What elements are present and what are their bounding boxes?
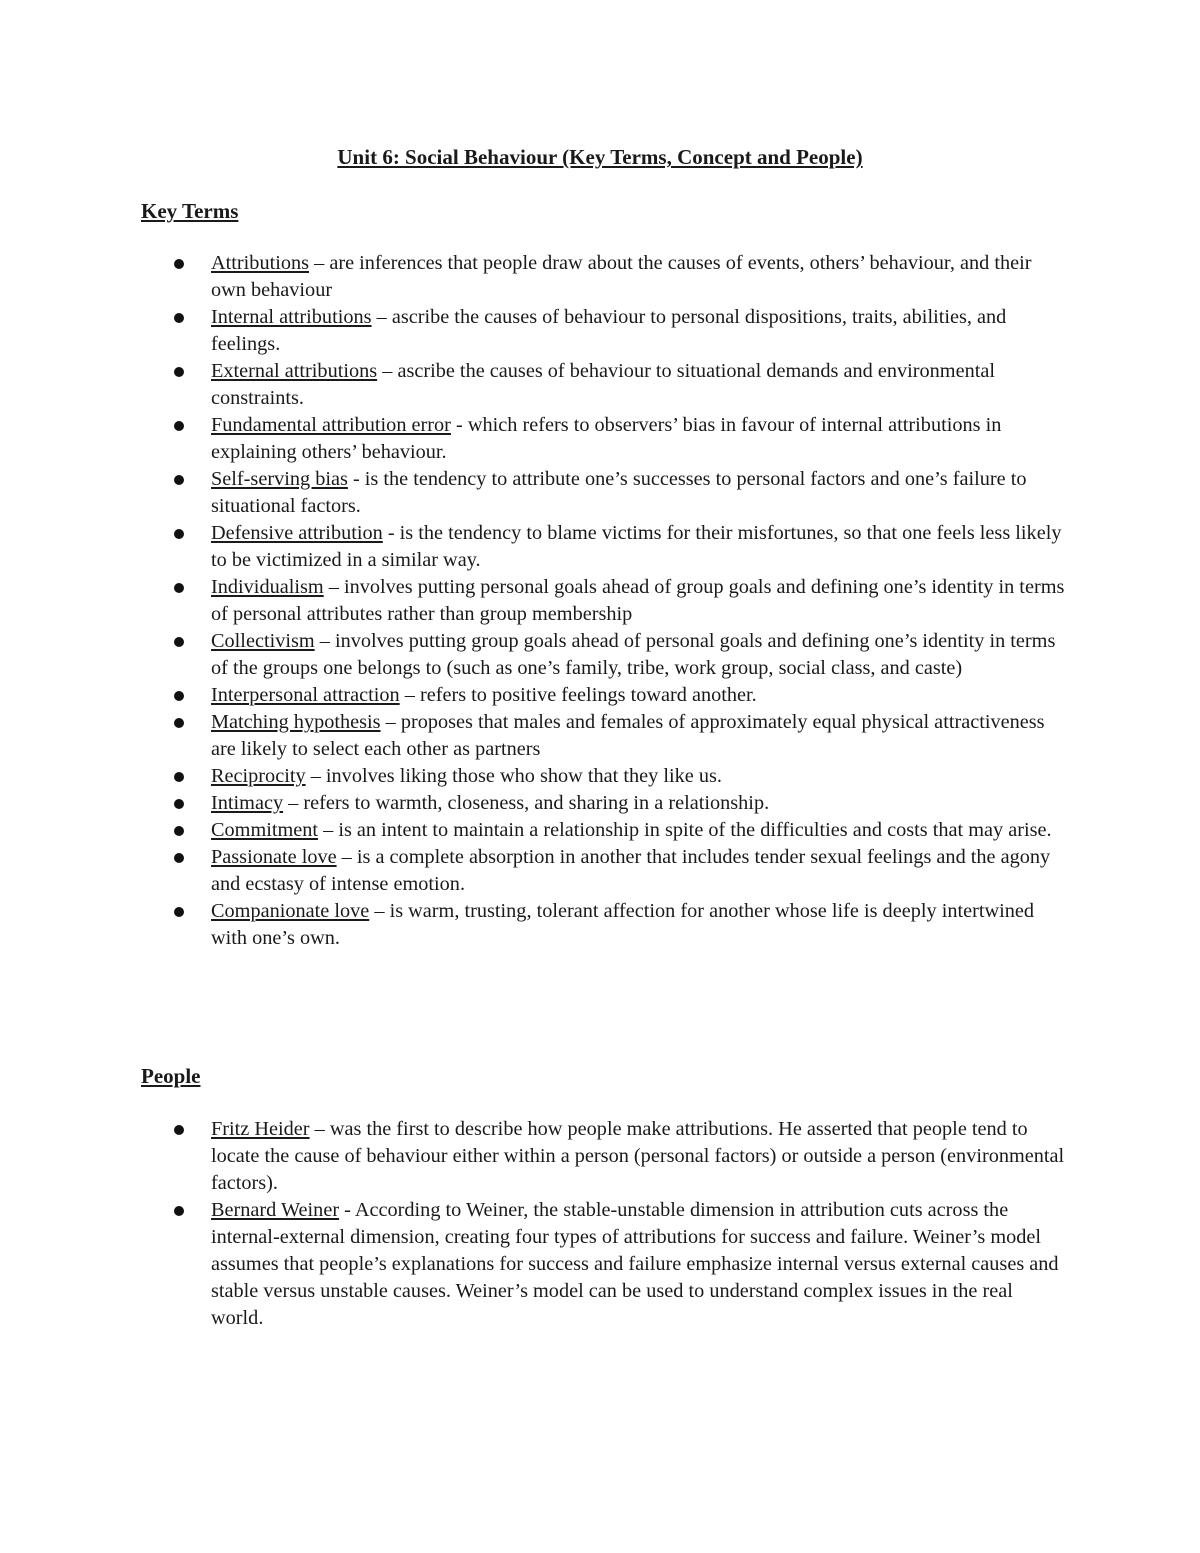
term-definition: – refers to warmth, closeness, and sharing in a relationship. (283, 792, 770, 814)
list-item (141, 574, 1066, 628)
bullet-icon (174, 772, 184, 782)
list-item (141, 412, 1066, 466)
bullet-icon (174, 718, 184, 728)
term-definition: – refers to positive feelings toward another. (399, 684, 757, 706)
bullet-icon (174, 637, 184, 647)
term-name: External attributions (211, 360, 378, 382)
term-name: Defensive attribution (211, 522, 383, 544)
term-definition: - is the tendency to blame victims for their misfortunes, so that one feels less likely to be victimized in a similar way. (211, 522, 1062, 571)
list-item (141, 628, 1066, 682)
bullet-icon (174, 907, 184, 917)
term-definition: - which refers to observers’ bias in favour of internal attributions in explaining others’ behaviour. (211, 414, 1002, 463)
list-item (141, 358, 1066, 412)
bullet-icon (174, 826, 184, 836)
term-name: Reciprocity (211, 765, 306, 787)
term-name: Fundamental attribution error (211, 414, 451, 436)
term-definition: – is warm, trusting, tolerant affection for another whose life is deeply intertwined with one’s own. (211, 900, 1035, 949)
bullet-icon (174, 529, 184, 539)
list-item (141, 1116, 1066, 1197)
bullet-icon (174, 259, 184, 269)
person-name: Fritz Heider (211, 1118, 310, 1140)
person-description: - According to Weiner, the stable-unstable dimension in attribution cuts across the internal-external dimension, creating four types of attributions for success and failure. Weiner’s model assumes that people’s explanations for success and failure emphasize internal versus external causes and stable versus unstable causes. Weiner’s model can be used to understand complex issues in the real world. (211, 1199, 1059, 1329)
list-item (141, 304, 1066, 358)
list-item (141, 250, 1066, 304)
term-definition: – is an intent to maintain a relationship in spite of the difficulties and costs that may arise. (318, 819, 1052, 841)
bullet-icon (174, 799, 184, 809)
document-title: Unit 6: Social Behaviour (Key Terms, Concept and People) (337, 145, 863, 169)
term-definition: – ascribe the causes of behaviour to personal dispositions, traits, abilities, and feelings. (211, 306, 1007, 355)
term-name: Matching hypothesis (211, 711, 381, 733)
bullet-icon (174, 367, 184, 377)
term-name: Passionate love (211, 846, 337, 868)
people-heading: People (141, 1064, 201, 1088)
term-name: Individualism (211, 576, 324, 598)
term-definition: – proposes that males and females of approximately equal physical attractiveness are likely to select each other as partners (211, 711, 1045, 760)
bullet-icon (174, 583, 184, 593)
key-terms-list (141, 250, 1066, 952)
list-item (141, 709, 1066, 763)
list-item (141, 763, 1066, 790)
person-description: – was the first to describe how people make attributions. He asserted that people tend to locate the cause of behaviour either within a person (personal factors) or outside a person (environmental factors). (211, 1118, 1065, 1194)
term-definition: – involves putting group goals ahead of personal goals and defining one’s identity in terms of the groups one belongs to (such as one’s family, tribe, work group, social class, and caste) (211, 630, 1056, 679)
list-item (141, 1197, 1066, 1332)
term-definition: – involves putting personal goals ahead of group goals and defining one’s identity in terms of personal attributes rather than group membership (211, 576, 1065, 625)
person-name: Bernard Weiner (211, 1199, 340, 1221)
bullet-icon (174, 853, 184, 863)
bullet-icon (174, 475, 184, 485)
bullet-icon (174, 421, 184, 431)
term-definition: – ascribe the causes of behaviour to situational demands and environmental constraints. (211, 360, 995, 409)
list-item (141, 466, 1066, 520)
list-item (141, 817, 1066, 844)
term-definition: - is the tendency to attribute one’s successes to personal factors and one’s failure to situational factors. (211, 468, 1027, 517)
list-item (141, 682, 1066, 709)
list-item (141, 898, 1066, 952)
bullet-icon (174, 313, 184, 323)
list-item (141, 844, 1066, 898)
bullet-icon (174, 1125, 184, 1135)
key-terms-heading: Key Terms (141, 199, 239, 223)
bullet-icon (174, 1206, 184, 1216)
bullet-icon (174, 691, 184, 701)
people-list (141, 1116, 1066, 1332)
list-item (141, 790, 1066, 817)
term-name: Interpersonal attraction (211, 684, 400, 706)
term-name: Internal attributions (211, 306, 372, 328)
term-name: Self-serving bias (211, 468, 348, 490)
term-name: Attributions (211, 252, 310, 274)
term-name: Intimacy (211, 792, 284, 814)
list-item (141, 520, 1066, 574)
term-name: Commitment (211, 819, 319, 841)
term-definition: – is a complete absorption in another that includes tender sexual feelings and the agony and ecstasy of intense emotion. (211, 846, 1051, 895)
term-name: Collectivism (211, 630, 315, 652)
term-definition: – involves liking those who show that they like us. (305, 765, 722, 787)
term-definition: – are inferences that people draw about the causes of events, others’ behaviour, and their own behaviour (211, 252, 1032, 301)
term-name: Companionate love (211, 900, 370, 922)
